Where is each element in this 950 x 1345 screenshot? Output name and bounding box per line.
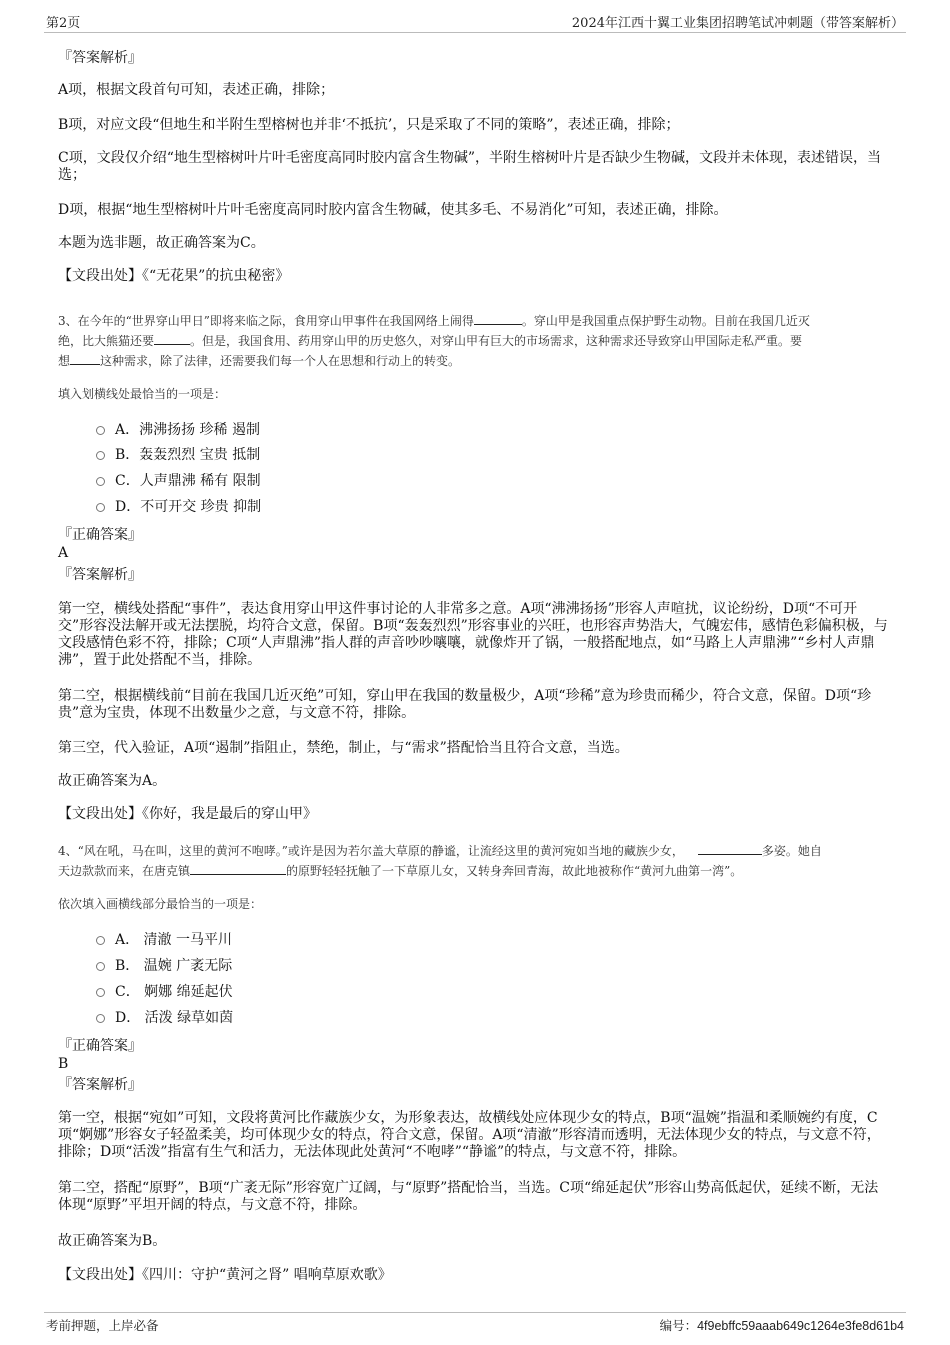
question-stem: 4、“风在吼，马在叫，这里的黄河不咆哮。”或许是因为若尔盖大草原的静谧，让流经这里的黄河宛如当地的藏族少女， 多姿。她自 天边款款而来，在唐克镇 的原野轻轻抚触了一下草原儿女，又转身奔回青海，故此地被称作“黄河九曲第一湾”。 xyxy=(58,844,822,878)
page-header xyxy=(44,10,906,33)
correct-answer: B xyxy=(58,1056,69,1072)
radio-icon[interactable] xyxy=(96,477,105,486)
option-d[interactable]: D． 活泼 绿草如茵 xyxy=(96,1009,233,1027)
page-number: 第2页 xyxy=(46,16,81,31)
analysis-line: B项，对应文段“但地生和半附生型榕树也并非‘不抵抗’，只是采取了不同的策略”，表述正确，排除； xyxy=(58,117,680,133)
analysis-conclusion: 故正确答案为A。 xyxy=(58,773,167,789)
option-b[interactable]: B． 温婉 广袤无际 xyxy=(96,957,232,975)
option-c[interactable]: C．人声鼎沸 稀有 限制 xyxy=(96,472,261,490)
radio-icon[interactable] xyxy=(96,451,105,460)
radio-icon[interactable] xyxy=(96,936,105,945)
analysis-label: 『答案解析』 xyxy=(58,1077,142,1093)
answer-blank xyxy=(154,332,190,345)
radio-icon[interactable] xyxy=(96,503,105,512)
analysis-paragraph: 第一空，横线处搭配“事件”，表达食用穿山甲这件事讨论的人非常多之意。A项“沸沸扬扬”形容人声喧扰，议论纷纷，D项“不可开交”形容没法解开或无法摆脱，均符合文意，保留。B项“轰轰烈烈”形容事业的兴旺，也形容声势浩大，气魄宏伟，感情色彩偏积极，与文段感情色彩不符，排除；C项“人声鼎沸”指人群的声音吵吵嚷嚷，就像炸开了锅，一般搭配地点，如“马路上人声鼎沸”“乡村人声鼎沸”，置于此处搭配不当，排除。 xyxy=(58,601,888,668)
option-a[interactable]: A． 清澈 一马平川 xyxy=(96,931,232,949)
option-a[interactable]: A．沸沸扬扬 珍稀 遏制 xyxy=(96,421,260,439)
footer-slogan: 考前押题，上岸必备 xyxy=(46,1318,159,1333)
source-citation: 【文段出处】《四川：守护“黄河之肾” 唱响草原欢歌》 xyxy=(58,1267,392,1283)
analysis-conclusion: 本题为选非题，故正确答案为C。 xyxy=(58,235,265,251)
answer-blank xyxy=(190,862,286,875)
question-prompt: 依次填入画横线部分最恰当的一项是： xyxy=(58,897,263,911)
option-d[interactable]: D．不可开交 珍贵 抑制 xyxy=(96,498,261,516)
analysis-paragraph: 第二空，根据横线前“目前在我国几近灭绝”可知，穿山甲在我国的数量极少，A项“珍稀”意为珍贵而稀少，符合文意，保留。D项“珍贵”意为宝贵，体现不出数量少之意，与文意不符，排除。 xyxy=(58,688,872,721)
analysis-paragraph: 第一空，根据“宛如”可知，文段将黄河比作藏族少女，为形象表达，故横线处应体现少女的特点，B项“温婉”指温和柔顺婉约有度，C项“婀娜”形容女子轻盈柔美，均可体现少女的特点，符合文意，保留。A项“清澈”形容清而透明，无法体现少女的特点，与文意不符，排除；D项“活泼”指富有生气和活力，无法体现此处黄河“不咆哮”“静谧”的特点，与文意不符，排除。 xyxy=(58,1110,881,1160)
question-prompt: 填入划横线处最恰当的一项是： xyxy=(58,387,227,401)
correct-answer-label: 『正确答案』 xyxy=(58,527,142,543)
page-footer xyxy=(44,1312,906,1335)
analysis-paragraph: 第三空，代入验证，A项“遏制”指阻止，禁绝，制止，与“需求”搭配恰当且符合文意，当选。 xyxy=(58,740,629,756)
document-title: 2024年江西十翼工业集团招聘笔试冲刺题（带答案解析） xyxy=(571,16,904,31)
analysis-label: 『答案解析』 xyxy=(58,567,142,583)
radio-icon[interactable] xyxy=(96,1014,105,1023)
radio-icon[interactable] xyxy=(96,426,105,435)
answer-blank xyxy=(474,312,522,325)
analysis-line: C项，文段仅介绍“地生型榕树叶片叶毛密度高同时胶内富含生物碱”，半附生榕树叶片是否缺少生物碱，文段并未体现，表述错误，当选； xyxy=(58,150,882,183)
analysis-label: 『答案解析』 xyxy=(58,50,142,66)
radio-icon[interactable] xyxy=(96,962,105,971)
option-c[interactable]: C． 婀娜 绵延起伏 xyxy=(96,983,233,1001)
question-stem: 3、在今年的“世界穿山甲日”即将来临之际，食用穿山甲事件在我国网络上闹得 。穿山甲是我国重点保护野生动物。目前在我国几近灭 绝，比大熊猫还要 。但是，我国食用、药用穿山甲的历史悠久，对穿山甲有巨大的市场需求，这种需求还导致穿山甲国际走私严重。要 想 这种需求，除了法律，还需要我们每一个人在思想和行动上的转变。 xyxy=(58,314,810,368)
source-citation: 【文段出处】《你好，我是最后的穿山甲》 xyxy=(58,806,317,822)
analysis-conclusion: 故正确答案为B。 xyxy=(58,1233,167,1249)
option-b[interactable]: B．轰轰烈烈 宝贵 抵制 xyxy=(96,446,260,464)
correct-answer: A xyxy=(58,545,69,561)
analysis-paragraph: 第二空，搭配“原野”，B项“广袤无际”形容宽广辽阔，与“原野”搭配恰当，当选。C项“绵延起伏”形容山势高低起伏，延续不断，无法体现“原野”平坦开阔的特点，与文意不符，排除。 xyxy=(58,1180,879,1213)
correct-answer-label: 『正确答案』 xyxy=(58,1038,142,1054)
radio-icon[interactable] xyxy=(96,988,105,997)
document-code: 编号：4f9ebffc59aaab649c1264e3fe8d61b4 xyxy=(659,1318,904,1333)
answer-blank xyxy=(698,842,762,855)
analysis-line: A项，根据文段首句可知，表述正确，排除； xyxy=(58,82,335,98)
analysis-line: D项，根据“地生型榕树叶片叶毛密度高同时胶内富含生物碱，使其多毛、不易消化”可知，表述正确，排除。 xyxy=(58,202,728,218)
answer-blank xyxy=(70,352,100,365)
source-citation: 【文段出处】《“无花果”的抗虫秘密》 xyxy=(58,268,290,284)
